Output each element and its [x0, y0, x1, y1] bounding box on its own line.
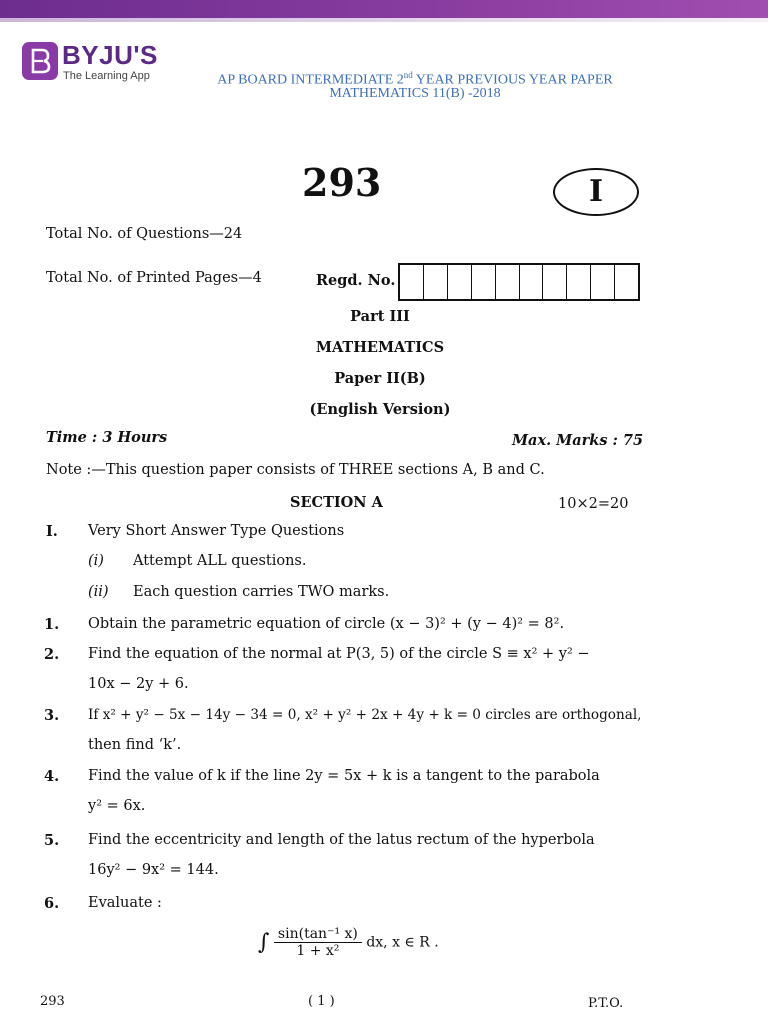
total-pages: Total No. of Printed Pages—4 [46, 270, 262, 286]
brand-tagline: The Learning App [63, 70, 150, 82]
regd-number-boxes [398, 263, 640, 301]
question-text: Find the equation of the normal at P(3, 5) of the circle S ≡ x² + y² − [88, 646, 590, 662]
instruction-1-number: (i) [88, 553, 104, 569]
brand-logo [22, 42, 202, 92]
question-text: 16y² − 9x² = 144. [88, 862, 219, 878]
instruction-2-number: (ii) [88, 584, 109, 600]
integral-sign: ∫ [258, 930, 270, 955]
integrand-fraction [274, 926, 362, 959]
question-number: 4. [44, 768, 60, 785]
question-text: Evaluate : [88, 895, 162, 911]
top-accent-bar [0, 0, 768, 18]
paper-name: Paper II(B) [334, 370, 426, 387]
subject-title: MATHEMATICS [315, 339, 445, 356]
integrand-numerator: sin(tan⁻¹ x) [274, 926, 362, 943]
footer-pto: P.T.O. [588, 996, 624, 1011]
question-text: Obtain the parametric equation of circle (x − 3)² + (y − 4)² = 8². [88, 616, 565, 632]
set-badge: I [553, 168, 639, 216]
header-line-2: MATHEMATICS 11(B) -2018 [329, 86, 501, 101]
question-number: 1. [44, 616, 60, 633]
paper-version: (English Version) [309, 401, 451, 418]
part-label: Part III [350, 308, 410, 325]
question-number: 6. [44, 895, 60, 912]
question-number: 2. [44, 646, 60, 663]
section-title: SECTION A [290, 494, 383, 511]
integral-expression [258, 926, 439, 959]
paper-code: 293 [302, 160, 382, 205]
integral-suffix: dx, x ∈ R . [366, 934, 439, 951]
question-number: 3. [44, 707, 60, 724]
section-heading: Very Short Answer Type Questions [88, 523, 345, 539]
instruction-1: Attempt ALL questions. [133, 553, 307, 569]
logo-mark-icon [22, 42, 58, 80]
question-text: Find the eccentricity and length of the latus rectum of the hyperbola [88, 832, 595, 848]
max-marks: Max. Marks : 75 [512, 432, 644, 449]
question-number: 5. [44, 832, 60, 849]
time-label: Time : 3 Hours [46, 429, 168, 446]
section-roman: I. [46, 523, 58, 540]
footer-code: 293 [40, 994, 65, 1009]
regd-label: Regd. No. [316, 272, 396, 289]
brand-name: BYJU'S [62, 40, 158, 70]
total-questions: Total No. of Questions—24 [46, 226, 243, 242]
question-text: 10x − 2y + 6. [88, 676, 189, 692]
note-text: Note :—This question paper consists of THREE sections A, B and C. [46, 462, 545, 478]
header-line-1: AP BOARD INTERMEDIATE 2nd YEAR PREVIOUS YEAR PAPER [217, 70, 613, 88]
question-text: Find the value of k if the line 2y = 5x + k is a tangent to the parabola [88, 768, 600, 784]
question-text: then find ‘k’. [88, 737, 182, 753]
integrand-denominator: 1 + x² [296, 943, 340, 959]
question-text: If x² + y² − 5x − 14y − 34 = 0, x² + y² + 2x + 4y + k = 0 circles are orthogonal, [88, 707, 642, 723]
section-marks: 10×2=20 [558, 496, 629, 512]
footer-page-number: ( 1 ) [308, 994, 335, 1009]
instruction-2: Each question carries TWO marks. [133, 584, 390, 600]
question-text: y² = 6x. [88, 798, 146, 814]
